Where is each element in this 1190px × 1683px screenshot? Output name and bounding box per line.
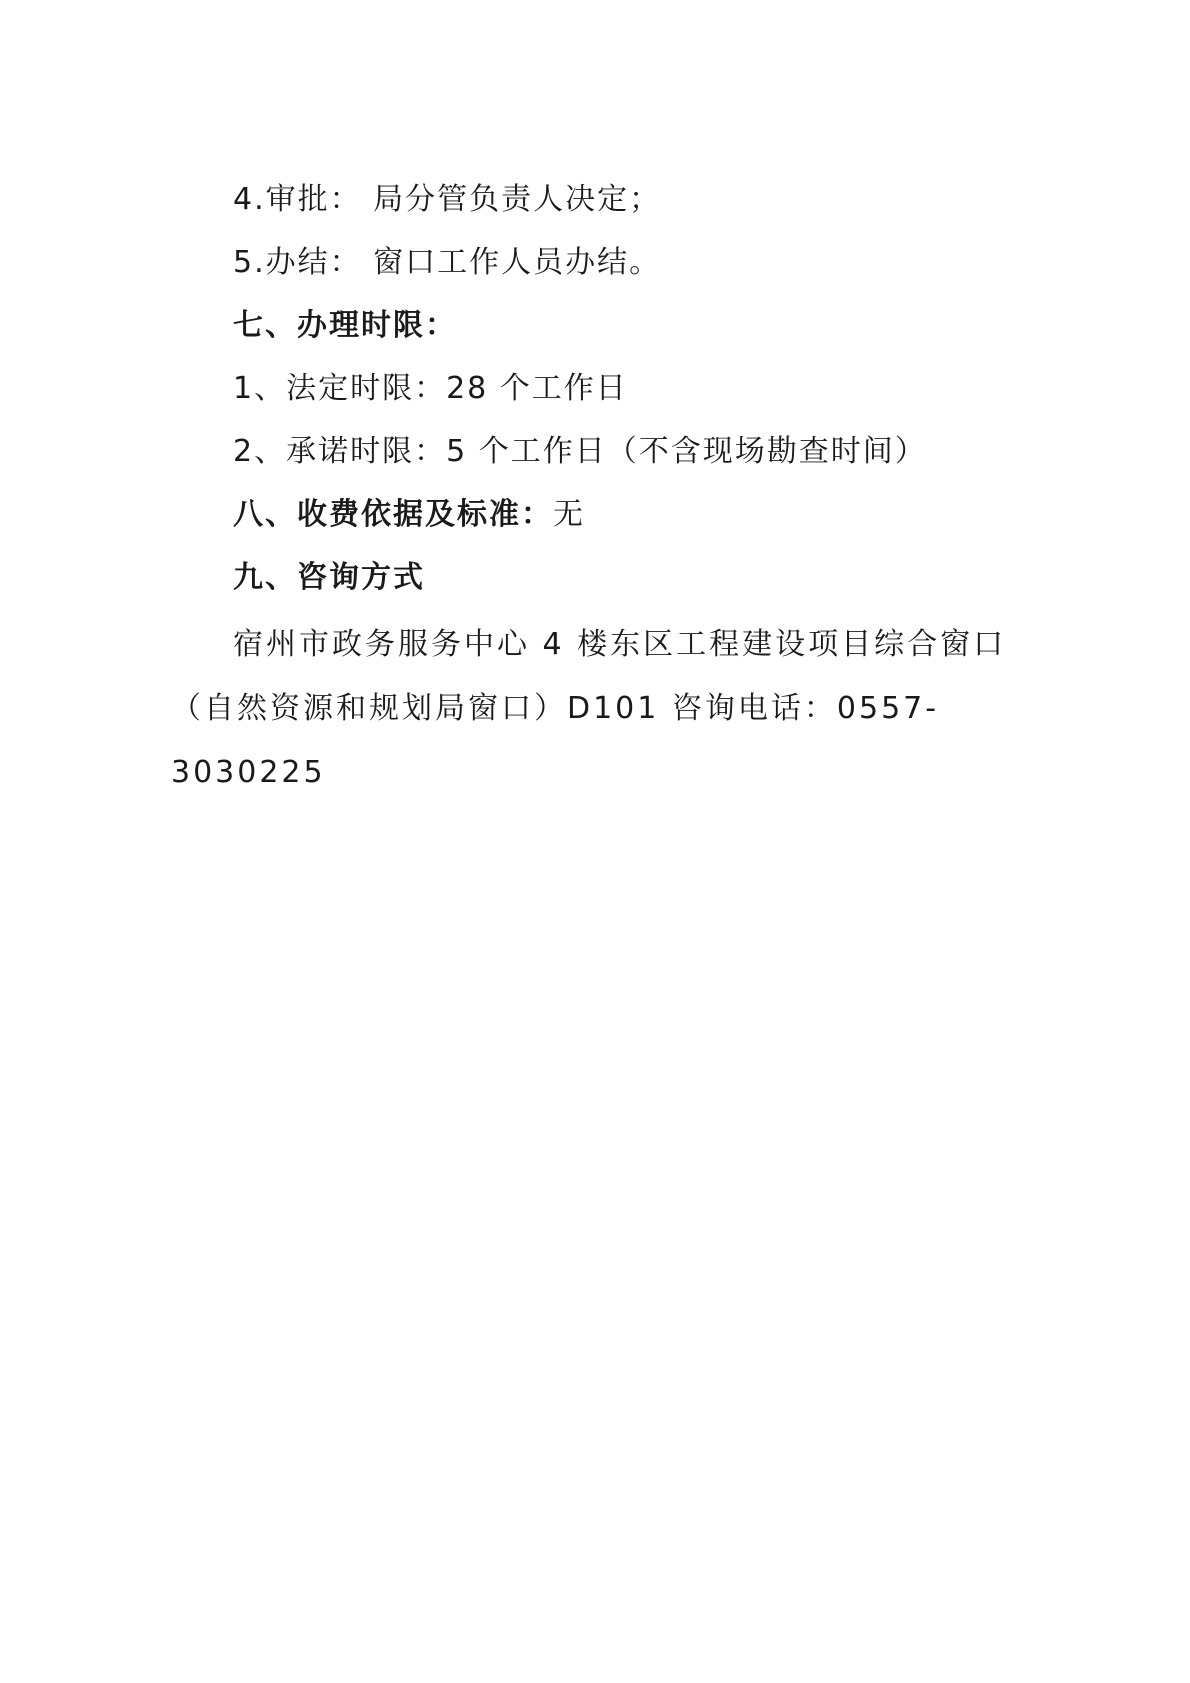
completion-step: 5.办结： 窗口工作人员办结。: [233, 245, 662, 280]
promised-time-limit: 2、承诺时限：5 个工作日（不含现场勘查时间）: [233, 434, 927, 469]
approval-step: 4.审批： 局分管负责人决定；: [233, 182, 662, 217]
section-8-line: [233, 495, 585, 535]
section-9-heading: 九、咨询方式: [233, 560, 425, 595]
section-8-heading: 八、收费依据及标准：: [233, 497, 553, 532]
section-8-value: 无: [553, 497, 585, 532]
consultation-address-paragraph: 宿州市政务服务中心 4 楼东区工程建设项目综合窗口（自然资源和规划局窗口）D101 咨询电话：0557-3030225: [171, 627, 1007, 790]
section-7-heading: 七、办理时限：: [233, 308, 457, 343]
legal-time-limit: 1、法定时限：28 个工作日: [233, 371, 628, 406]
